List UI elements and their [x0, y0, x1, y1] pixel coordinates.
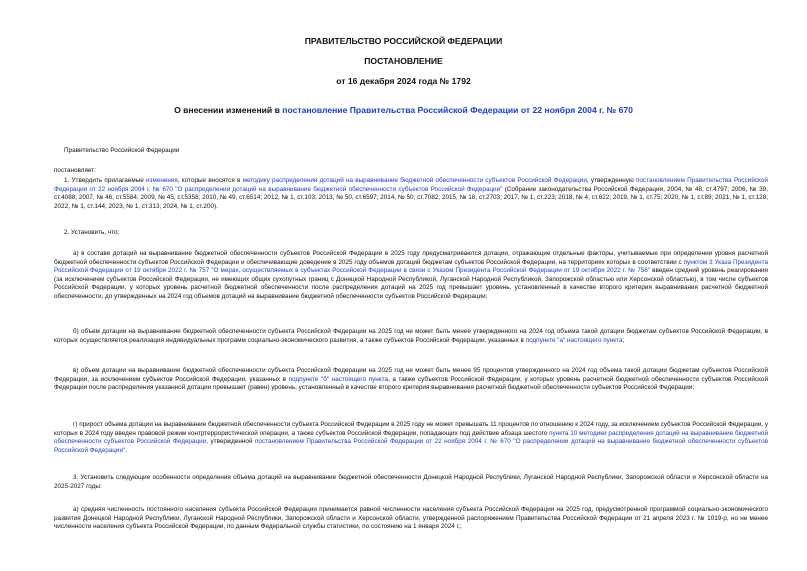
document-link[interactable]: подпункте "а" настоящего пункта [525, 336, 623, 344]
document-link[interactable]: изменения [146, 177, 178, 184]
text-run: 1. Утвердить прилагаемые [64, 177, 147, 184]
document-link[interactable]: постановлением Правительства Российской Федерации от 22 ноября 2004 г. № 670 "О распределении дотаций на выравнивание бюджетной обеспеченности субъектов Российской Федерации" [54, 177, 768, 193]
text-run: . [125, 446, 127, 454]
paragraph-2g [54, 421, 768, 455]
text-run: ; [622, 336, 625, 344]
text-run: введен средний уровень реагирования (за исключением субъектов Российской Федерации, не имеющих общих сухопутных границ с Донецкой Народной Республикой, Луганской Народной Республикой, Запорожской областью или Херсонской областью), в том числе субъектов Российской Федерации, у которых уровень расчетной бюджетной обеспеченности после распределения дотаций на 2025 год превышает уровень, установленный в качестве второго критерия выравнивания расчетной бюджетной обеспеченности, до утвержденных на 2024 год объемов дотаций на выравнивание бюджетной обеспеченности субъектов Российской Федерации; [54, 267, 768, 300]
text-run: б) объем дотации на выравнивание бюджетной обеспеченности субъекта Российской Федерации на 2025 год не может быть менее утвержденного на 2024 год объема такой дотации бюджетам субъектов Российской Федерации, в которых осуществляется реализация индивидуальных программ социально-экономического развития, а также субъектов Российской Федерации, указанных в [54, 328, 768, 344]
text-run: , утвержденную [586, 177, 636, 184]
document-link[interactable]: методику распределения дотаций на выравнивание бюджетной обеспеченности субъектов Российской Федерации [242, 177, 587, 184]
paragraph-1 [54, 177, 768, 211]
document-link[interactable]: пункта 10 методики распределения дотаций на выравнивание бюджетной обеспеченности субъектов Российской Федерации [54, 429, 768, 446]
text-run: , а также субъектов Российской Федерации, у которых уровень расчетной бюджетной обеспеченности субъектов Российской Федерации после распределения указанной дотации превышает (равен) уровень, установленный в качестве второго критерия выравнивания расчетной бюджетной обеспеченности субъектов Российской Федерации; [54, 375, 768, 392]
document-title [0, 105, 807, 115]
paragraph-2: 2. Установить, что: [64, 229, 120, 236]
paragraph-3a: а) средняя численность постоянного населения субъекта Российской Федерации принимается равной численности населения субъекта Российской Федерации на 2025 год, предусмотренной программой социально-экономического развития Донецкой Народной Республики, Луганской Народной Республики, Запорожской области и Херсонской области, утвержденной распоряжением Правительства Российской Федерации от 21 апреля 2023 г. № 1019-р, но не менее численности населения субъекта Российской Федерации, по данным Федеральной службы статистики, по состоянию на 1 января 2024 г.; [54, 506, 768, 531]
text-run: , которые вносятся в [177, 177, 243, 184]
paragraph-2v [54, 367, 768, 393]
text-run: а) в составе дотаций на выравнивание бюджетной обеспеченности субъектов Российской Федерации в 2025 году предусматриваются дотации, отражающие отдельные факторы, учитываемые при определении уровня расчетной бюджетной обеспеченности субъектов Российской Федерации и обеспечивающие доведение в 2025 году объемов дотаций бюджетам субъектов Российской Федерации, на территориях которых в соответствии с [54, 250, 768, 266]
paragraph-3: 3. Установить следующие особенности определения объема дотаций на выравнивание бюджетной обеспеченности Донецкой Народной Республики, Луганской Народной Республики, Запорожской области и Херсонской области на 2025-2027 годы: [54, 474, 768, 490]
title-prefix: О внесении изменений в [174, 105, 283, 115]
document-link[interactable]: постановлением Правительства Российской Федерации от 22 ноября 2004 г. № 670 "О распределении дотаций на выравнивание бюджетной обеспеченности субъектов Российской Федерации" [54, 438, 768, 454]
text-run: г) прирост объема дотации на выравнивание бюджетной обеспеченности субъекта Российской Федерации в 2025 году не может превышать 11 процентов по отношению к 2024 году, за исключением субъектов Российской Федерации, у которых в 2024 году введен правовой режим контртеррористической операции, а также субъектов Российской Федерации, попадающих под действие абзаца шестого [54, 421, 768, 437]
text-run: , утвержденной [206, 438, 255, 446]
paragraph-2b [54, 328, 768, 345]
paragraph-2a [54, 250, 768, 302]
document-link[interactable]: подпункте "б" настоящего пункта [288, 375, 388, 383]
document-type: ПОСТАНОВЛЕНИЕ [364, 56, 443, 66]
document-link[interactable]: пунктом 3 Указа Президента Российской Федерации от 19 октября 2022 г. № 757 "О мерах, осуществляемых в субъектах Российской Федерации в связи с Указом Президента Российской Федерации от 19 октября 2022 г. № 756" [54, 258, 768, 275]
document-date: от 16 декабря 2024 года № 1792 [336, 76, 471, 86]
title-link[interactable]: постановление Правительства Российской Федерации от 22 ноября 2004 г. № 670 [282, 105, 633, 115]
author-line: Правительство Российской Федерации [64, 147, 180, 154]
text-run: в) объем дотации на выравнивание бюджетной обеспеченности субъекта Российской Федерации на 2025 год не может быть менее 95 процентов утвержденного на 2024 год объема такой дотации бюджетам субъектов Российской Федерации, за исключением субъектов Российской Федерации, указанных в [54, 367, 768, 383]
text-run: (Собрание законодательства Российской Федерации, 2004, № 48, ст.4797; 2006, № 39, ст.4088; 2007, № 46, ст.5584; 2009, № 45, ст.5358; 2010, № 49, ст.6514; 2012, № 1, ст.103; 2013, № 50, ст.6597; 2014, № 50, ст.7082; 2015, № 18, ст.2703; 2017, № 1, ст.223; 2018, № 4, ст.622; 2019, № 1, ст.75; 2020, № 1, ст.89; 2021, № 1, ст.128; 2022, № 1, ст.144; 2023, № 1, ст.313; 2024, № 1, ст.200). [54, 185, 768, 210]
government-heading: ПРАВИТЕЛЬСТВО РОССИЙСКОЙ ФЕДЕРАЦИИ [304, 36, 503, 46]
resolves-line: постановляет: [54, 167, 96, 174]
